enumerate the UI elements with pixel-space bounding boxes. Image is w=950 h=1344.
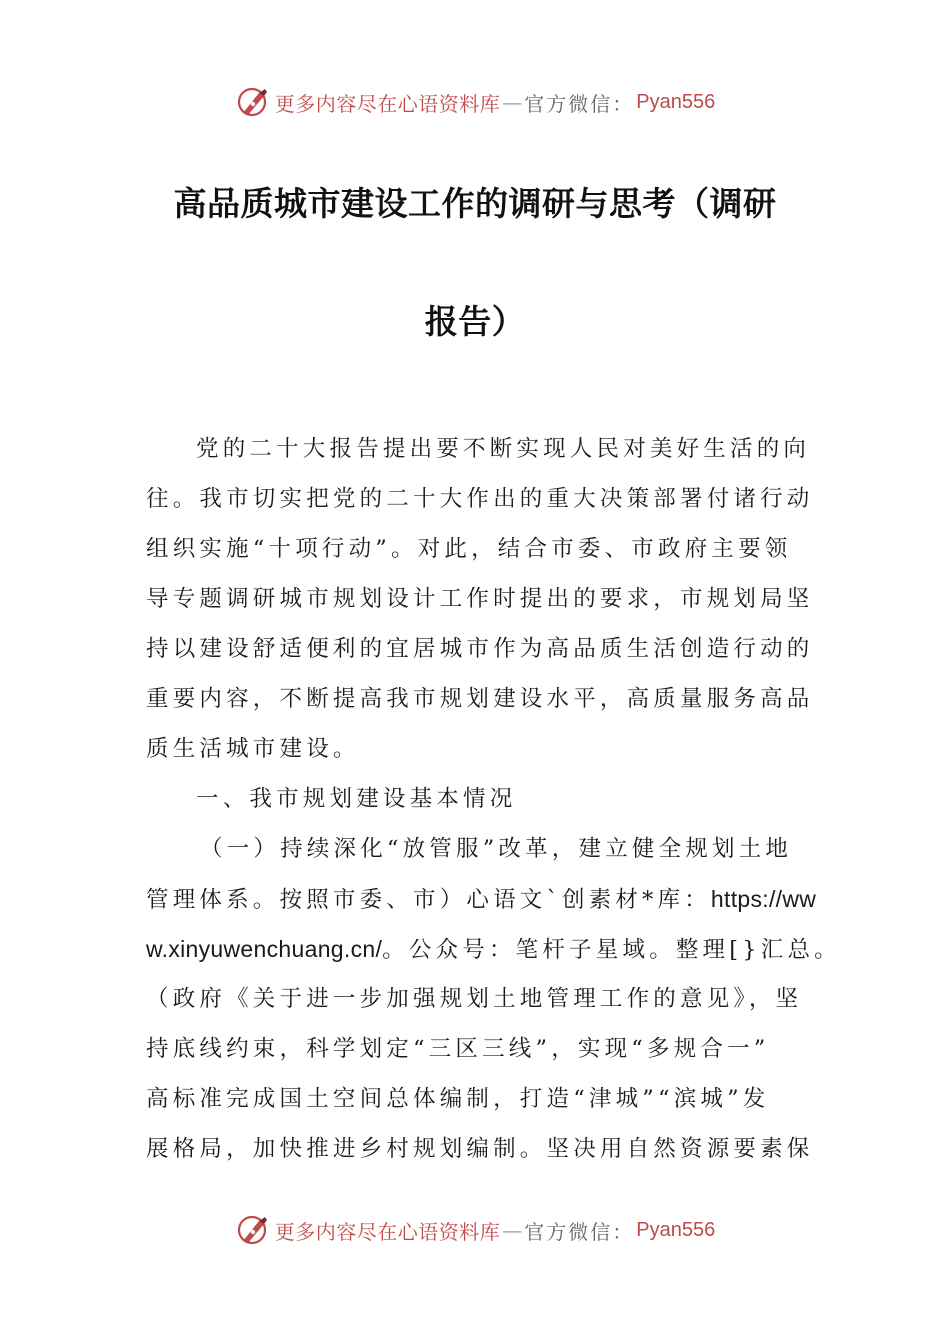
paragraph-line: 持以建设舒适便利的宜居城市作为高品质生活创造行动的 [146,636,814,662]
paragraph-line: 组织实施“十项行动”。对此，结合市委、市政府主要领 [146,536,792,562]
banner-official-label: 官方微信： [524,1219,635,1244]
banner-wechat-id: Pyan556 [636,90,716,113]
pen-nib-logo-icon [235,84,271,120]
paragraph-line: 展格局，加快推进乡村规划编制。坚决用自然资源要素保 [146,1136,814,1162]
document-title-line-1: 高品质城市建设工作的调研与思考（调研 [173,184,777,223]
paragraph-line: 导专题调研城市规划设计工作时提出的要求，市规划局坚 [146,586,814,612]
banner-main-text: 更多内容尽在心语资料库 [274,91,501,116]
paragraph-line: 往。我市切实把党的二十大作出的重大决策部署付诸行动 [146,486,814,512]
paragraph-line: （政府《关于进一步加强规划土地管理工作的意见》，坚 [146,986,803,1012]
banner-wechat-id: Pyan556 [636,1218,716,1241]
banner-separator: — [502,1218,523,1242]
pen-nib-logo-icon [235,1212,271,1248]
url-text: w.xinyuwenchuang.cn/ [146,936,383,962]
paragraph-line: 持底线约束，科学划定“三区三线”，实现“多规合一” [146,1036,770,1062]
banner-main-text: 更多内容尽在心语资料库 [274,1219,501,1244]
paragraph-line: 高标准完成国土空间总体编制，打造“津城”“滨城”发 [146,1086,770,1112]
paragraph-line [146,924,841,974]
url-text: https://ww [710,886,817,912]
paragraph-text: 。公众号：笔杆子星域。整理[}汇总。 [382,937,841,963]
paragraph-line: 党的二十大报告提出要不断实现人民对美好生活的向 [196,436,811,462]
watermark-banner-top [0,80,950,124]
watermark-banner-bottom [0,1208,950,1252]
paragraph-line: （一）持续深化“放管服”改革，建立健全规划土地 [200,836,793,862]
paragraph-text: 管理体系。按照市委、市）心语文`创素材*库： [146,887,711,913]
banner-separator: — [502,90,523,114]
paragraph-line: 质生活城市建设。 [146,736,360,762]
section-heading: 一、我市规划建设基本情况 [196,786,517,812]
document-title-line-2: 报告） [424,302,526,341]
document-body [146,424,841,1174]
paragraph-line [146,874,817,924]
banner-official-label: 官方微信： [524,91,635,116]
paragraph-line: 重要内容，不断提高我市规划建设水平，高质量服务高品 [146,686,814,712]
